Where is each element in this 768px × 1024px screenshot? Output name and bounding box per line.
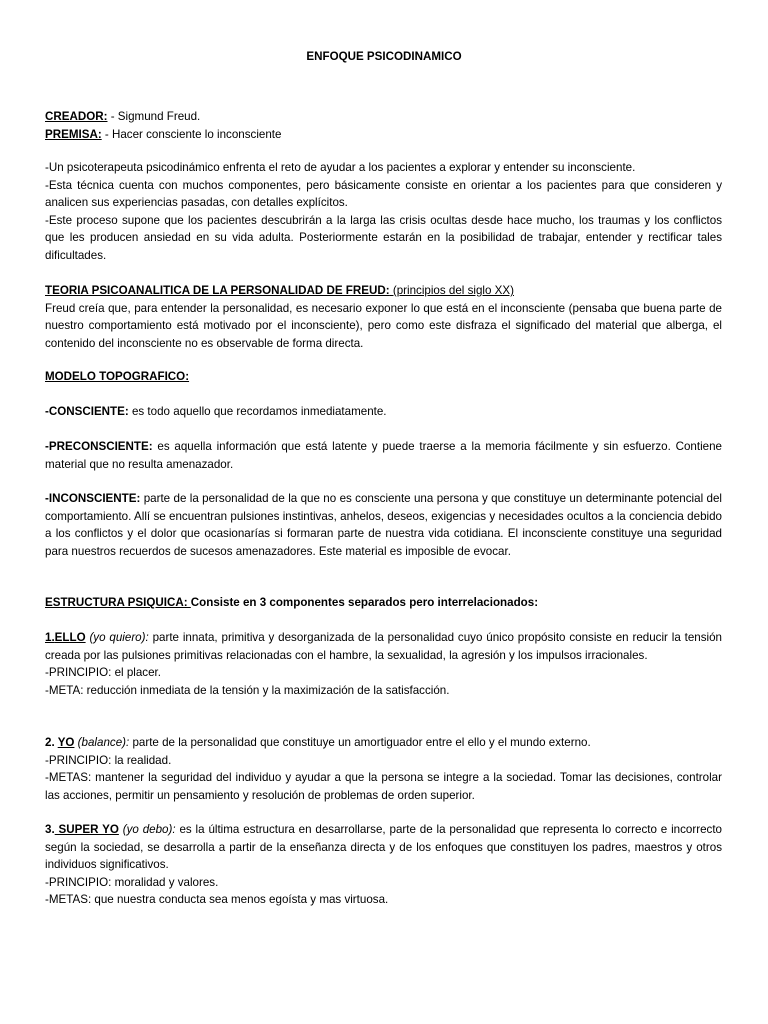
teoria-heading [45, 282, 722, 300]
premisa-label: PREMISA: [45, 127, 102, 141]
estructura-heading [45, 594, 722, 612]
consciente-block [45, 403, 722, 421]
inconsciente-label: -INCONSCIENTE: [45, 492, 141, 505]
superyo-sub: (yo debo): [118, 823, 176, 836]
superyo-name: SUPER YO [54, 823, 119, 836]
bullet-paragraph: -Esta técnica cuenta con muchos componentes, pero básicamente consiste en orientar a los pacientes para que consideren y analicen sus experiencias pasadas, con detalles explícitos. [45, 178, 722, 209]
ello-section [45, 629, 722, 699]
bullet-paragraph: -Este proceso supone que los pacientes descubrirán a la larga las crisis ocultas desde hace mucho, los traumas y los conflictos que les producen ansiedad en su vida adulta. Posteriormente estarán en la posibilidad de trabajar, entender y rectificar tales dificultades. [45, 213, 722, 262]
ello-name: ELLO [54, 631, 86, 644]
teoria-section [45, 282, 722, 352]
yo-name: YO [57, 736, 75, 749]
premisa-value: - Hacer consciente lo inconsciente [101, 127, 282, 141]
yo-section [45, 734, 722, 804]
superyo-section [45, 821, 722, 909]
superyo-text: es la última estructura en desarrollarse, parte de la personalidad que representa lo correcto e incorrecto según la sociedad, se desarrolla a partir de la enseñanza directa y de los enfoques que constituyen los padres, maestros y otros individuos significativos. [45, 823, 722, 871]
preconsciente-label: -PRECONSCIENTE: [45, 440, 153, 453]
yo-metas: -METAS: mantener la seguridad del individuo y ayudar a que la persona se integre a la sociedad. Tomar las decisiones, controlar las acciones, permitir un pensamiento y resolución de problemas de orden superior. [45, 771, 722, 802]
superyo-metas: -METAS: que nuestra conducta sea menos egoísta y mas virtuosa. [45, 893, 389, 906]
estructura-block [45, 594, 722, 612]
creador-label: CREADOR: [45, 110, 108, 123]
bullet-paragraph: -Un psicoterapeuta psicodinámico enfrenta el reto de ayudar a los pacientes a explorar y entender su inconsciente. [45, 161, 636, 174]
ello-meta: -META: reducción inmediata de la tensión y la maximización de la satisfacción. [45, 683, 450, 697]
consciente-text: es todo aquello que recordamos inmediatamente. [128, 405, 387, 418]
yo-principio: -PRINCIPIO: la realidad. [45, 753, 172, 767]
superyo-num: 3. [45, 823, 55, 836]
yo-sub: (balance): [74, 736, 130, 749]
teoria-body: Freud creía que, para entender la personalidad, es necesario exponer lo que está en el inconsciente (pensaba que buena parte de nuestro comportamiento está motivado por el inconsciente), pero como este disfraza el significado del material que alberga, el contenido del inconsciente no es observable de forma directa. [45, 301, 722, 350]
document-title: ENFOQUE PSICODINAMICO [306, 50, 462, 63]
teoria-heading-rest: (principios del siglo XX) [389, 284, 514, 297]
creador-line [45, 108, 722, 126]
bullets-section [45, 159, 722, 264]
ello-sub: (yo quiero): [85, 631, 149, 644]
ello-num: 1. [45, 631, 55, 644]
inconsciente-text: parte de la personalidad de la que no es consciente una persona y que constituye un determinante potencial del comportamiento. Allí se encuentran pulsiones instintivas, anhelos, deseos, exigencias y necesidades ocultos a la conciencia debido a los conflictos y el dolor que ocasionarías si formaran parte de nuestra vida cotidiana. El inconsciente constituye una seguridad para nuestros recuerdos de sucesos amenazadores. Este material es imposible de evocar. [45, 492, 722, 558]
ello-paragraph [45, 629, 722, 664]
intro-section [45, 108, 722, 143]
yo-text: parte de la personalidad que constituye un amortiguador entre el ello y el mundo externo. [129, 736, 591, 749]
creador-value: - Sigmund Freud. [107, 110, 201, 123]
yo-paragraph [45, 734, 722, 752]
preconsciente-paragraph [45, 438, 722, 473]
estructura-heading-label: ESTRUCTURA PSIQUICA: [45, 596, 191, 609]
preconsciente-block [45, 438, 722, 473]
modelo-heading: MODELO TOPOGRAFICO: [45, 370, 190, 383]
consciente-paragraph [45, 403, 722, 421]
preconsciente-text: es aquella información que está latente y puede traerse a la memoria fácilmente y sin esfuerzo. Contiene material que no resulta amenazador. [45, 440, 722, 471]
inconsciente-block [45, 490, 722, 560]
estructura-heading-rest: Consiste en 3 componentes separados pero interrelacionados: [190, 596, 539, 609]
ello-text: parte innata, primitiva y desorganizada de la personalidad cuyo único propósito consiste en reducir la tensión creada por las pulsiones primitivas relacionadas con el hambre, la sexualidad, la agresión y los impulsos irracionales. [45, 631, 723, 662]
yo-num: 2. [45, 736, 58, 749]
superyo-paragraph [45, 821, 722, 874]
modelo-heading-block [45, 368, 722, 386]
superyo-principio: -PRINCIPIO: moralidad y valores. [45, 875, 219, 889]
consciente-label: -CONSCIENTE: [45, 405, 129, 418]
ello-principio: -PRINCIPIO: el placer. [45, 666, 161, 679]
inconsciente-paragraph [45, 490, 722, 560]
premisa-line [45, 126, 722, 144]
teoria-heading-bold: TEORIA PSICOANALITICA DE LA PERSONALIDAD DE FREUD: [45, 284, 390, 297]
